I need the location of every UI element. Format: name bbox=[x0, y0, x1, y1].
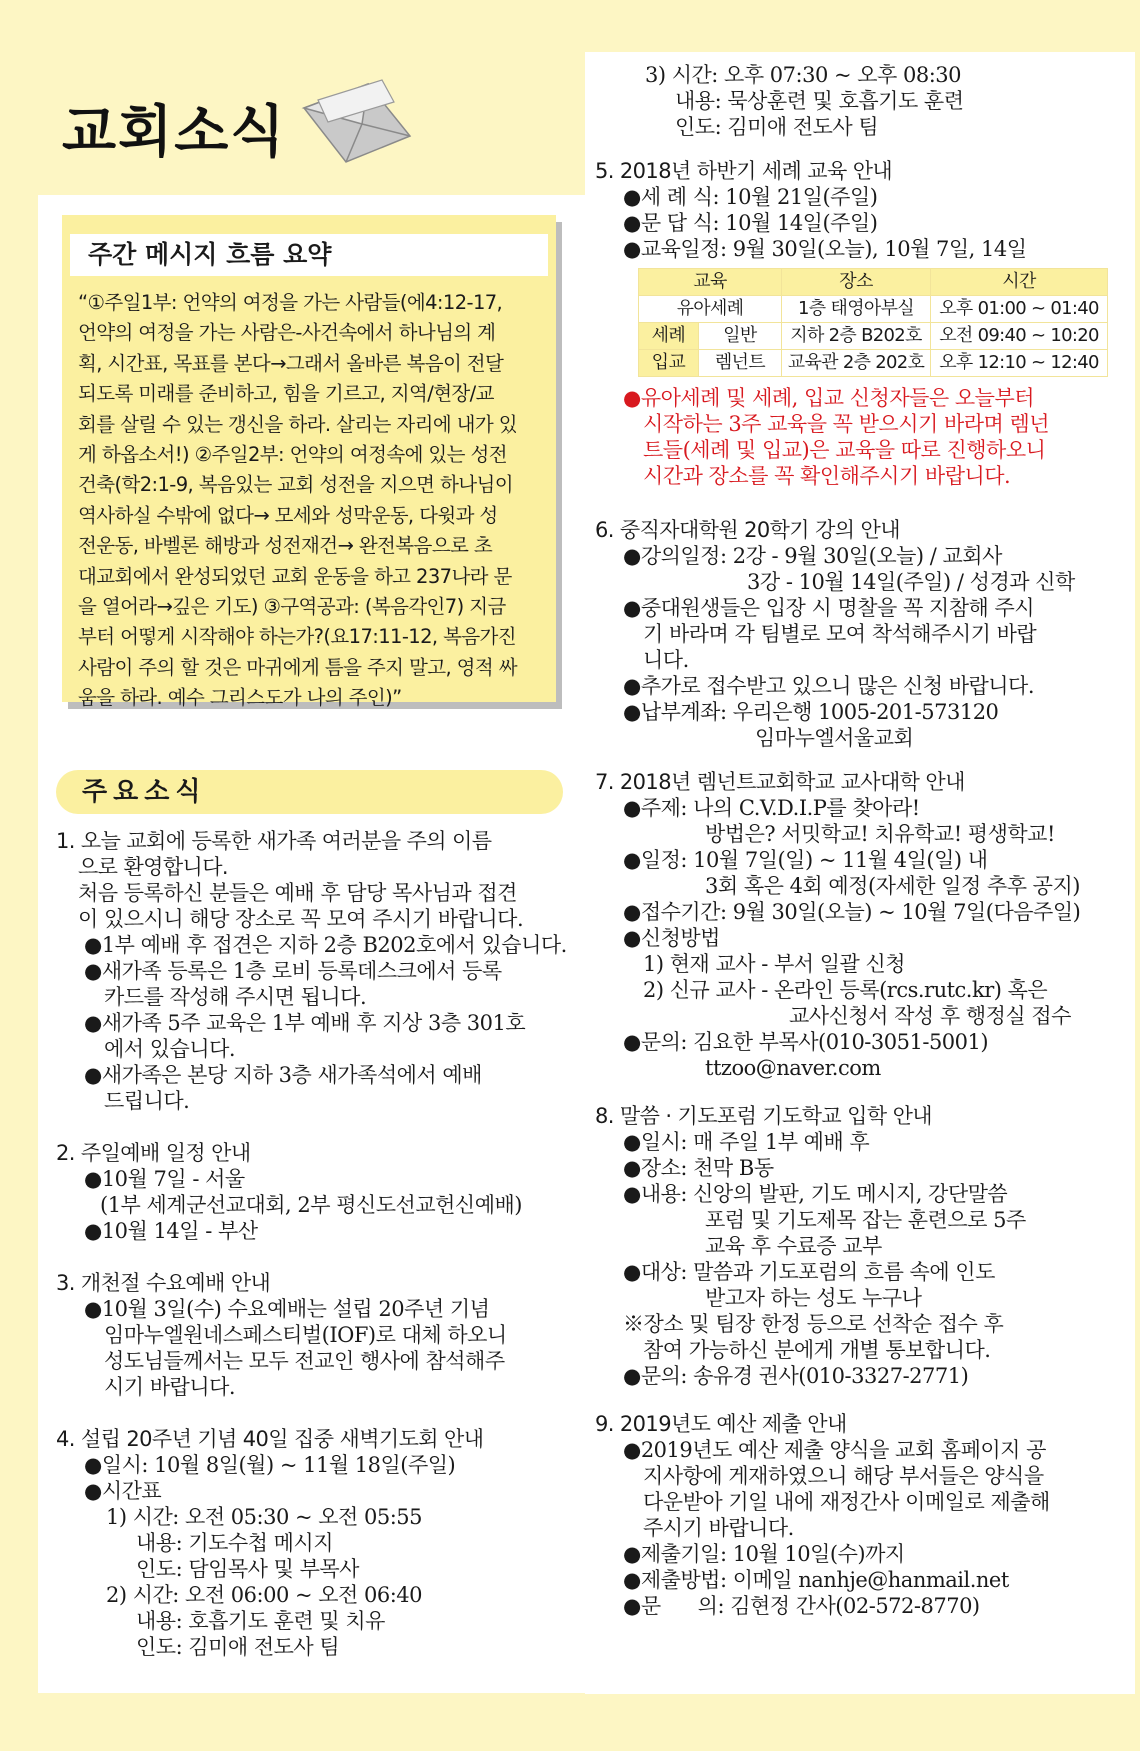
summary-line: 사람이 주의 할 것은 마귀에게 틈을 주지 말고, 영적 싸 bbox=[78, 655, 517, 679]
section-title: 1. 오늘 교회에 등록한 새가족 여러분을 주의 이름 으로 환영합니다. bbox=[56, 829, 492, 879]
news-heading: 주요소식 bbox=[56, 770, 563, 814]
section-title: 4. 설립 20주년 기념 40일 집중 새벽기도회 안내 bbox=[56, 1427, 484, 1451]
summary-line: 게 하옵소서!) ②주일2부: 언약의 여정속에 있는 성전 bbox=[78, 443, 507, 467]
summary-line: 언약의 여정을 가는 사람은-사건속에서 하나님의 계 bbox=[78, 321, 496, 345]
section-5: 5. 2018년 하반기 세례 교육 안내 ●세 례 식: 10월 21일(주일) ●문 답 식: 10월 14일(주일) ●교육일정: 9월 30일(오늘), 10월 7일, 14일 교육 장소 시간 유아세례 1층 태영아부실 오후 01:00 ~ 01:40 세례 일반 지하 2층 B202호 오전 09:40 ~ 10:20 입교 렘넌트 교육관 2층 202호 오후 12:10 ~ 12:40 ●유아세례 및 세례, 입교 신청자들은 오늘부터 시작하는 3주 교육을 꼭 받으시기 바라며 렘넌 트들(세례 및 입교)은 교육을 따로 진행하오니 시간과 장소를 꼭 확인해주시기 바랍니다. bbox=[595, 158, 1130, 489]
section-4-continued: 3) 시간: 오후 07:30 ~ 오후 08:30 내용: 묵상훈련 및 호흡기도 훈련 인도: 김미애 전도사 팀 bbox=[645, 63, 964, 139]
summary-heading: 주간 메시지 흐름 요약 bbox=[70, 234, 548, 276]
summary-line: 부터 어떻게 시작해야 하는가?(요17:11-12, 복음가진 bbox=[78, 625, 517, 649]
summary-line: 을 열어라→깊은 기도) ③구역공과: (복음각인7) 지금 bbox=[78, 595, 506, 619]
table-header: 시간 bbox=[931, 269, 1108, 296]
section-4: 4. 설립 20주년 기념 40일 집중 새벽기도회 안내 ●일시: 10월 8일(월) ~ 11월 18일(주일) ●시간표 1) 시간: 오전 05:30 ~ 오전 05:55 내용: 기도수첩 메시지 인도: 담임목사 및 부목사 2) 시간: 오전 06:00 ~ 오전 06:40 내용: 호흡기도 훈련 및 치유 인도: 김미애 전도사 팀 bbox=[56, 1426, 571, 1660]
section-title: 2. 주일예배 일정 안내 bbox=[56, 1141, 251, 1165]
summary-text bbox=[78, 288, 550, 714]
summary-line: 획, 시간표, 목표를 본다→그래서 올바른 복음이 전달 bbox=[78, 351, 504, 375]
summary-line: 대교회에서 완성되었던 교회 운동을 하고 237나라 문 bbox=[78, 564, 512, 588]
section-title: 3. 개천절 수요예배 안내 bbox=[56, 1271, 271, 1295]
envelope-icon bbox=[298, 78, 418, 168]
section-title: 8. 말씀 · 기도포럼 기도학교 입학 안내 bbox=[595, 1104, 932, 1128]
section-9: 9. 2019년도 예산 제출 안내 ●2019년도 예산 제출 양식을 교회 홈페이지 공 지사항에 게재하였으니 해당 부서들은 양식을 다운받아 기일 내에 재정간사 이메일로 제출해 주시기 바랍니다. ●제출기일: 10월 10일(수)까지 ●제출방법: 이메일 nanhje@hanmail.net ●문 의: 김현정 간사(02-572-8770) bbox=[595, 1411, 1130, 1619]
table-header: 교육 bbox=[639, 269, 782, 296]
right-news-column bbox=[595, 62, 1130, 1619]
table-row: 세례 일반 지하 2층 B202호 오전 09:40 ~ 10:20 bbox=[639, 323, 1108, 350]
section-6: 6. 중직자대학원 20학기 강의 안내 ●강의일정: 2강 - 9월 30일(오늘) / 교회사 3강 - 10월 14일(주일) / 성경과 신학 ●중대원생들은 입장 시 명찰을 꼭 지참해 주시 기 바라며 각 팀별로 모여 착석해주시기 바랍 니다. ●추가로 접수받고 있으니 많은 신청 바랍니다. ●납부계좌: 우리은행 1005-201-573120 임마누엘서울교회 bbox=[595, 517, 1130, 751]
table-row: 입교 렘넌트 교육관 2층 202호 오후 12:10 ~ 12:40 bbox=[639, 350, 1108, 377]
section-title: 6. 중직자대학원 20학기 강의 안내 bbox=[595, 518, 900, 542]
section-7: 7. 2018년 렘넌트교회학교 교사대학 안내 ●주제: 나의 C.V.D.I.P를 찾아라! 방법은? 서밋학교! 치유학교! 평생학교! ●일정: 10월 7일(일) ~ 11월 4일(일) 내 3회 혹은 4회 예정(자세한 일정 추후 공지) ●접수기간: 9월 30일(오늘) ~ 10월 7일(다음주일) ●신청방법 1) 현재 교사 - 부서 일괄 신청 2) 신규 교사 - 온라인 등록(rcs.rutc.kr) 혹은 교사신청서 작성 후 행정실 접수 ●문의: 김요한 부목사(010-3051-5001) ttzoo@naver.com bbox=[595, 769, 1130, 1081]
summary-line: 전운동, 바벨론 해방과 성전재건→ 완전복음으로 초 bbox=[78, 534, 493, 558]
section-title: 5. 2018년 하반기 세례 교육 안내 bbox=[595, 159, 893, 183]
baptism-notice: ●유아세례 및 세례, 입교 신청자들은 오늘부터 시작하는 3주 교육을 꼭 받으시기 바라며 렘넌 트들(세례 및 입교)은 교육을 따로 진행하오니 시간과 장소를 꼭 확인해주시기 바랍니다. bbox=[623, 386, 1050, 488]
summary-line: 역사하실 수밖에 없다→ 모세와 성막운동, 다윗과 성 bbox=[78, 503, 498, 527]
summary-line: 되도록 미래를 준비하고, 힘을 기르고, 지역/현장/교 bbox=[78, 382, 494, 406]
section-8: 8. 말씀 · 기도포럼 기도학교 입학 안내 ●일시: 매 주일 1부 예배 후 ●장소: 천막 B동 ●내용: 신앙의 발판, 기도 메시지, 강단말씀 포럼 및 기도제목 잡는 훈련으로 5주 교육 후 수료증 교부 ●대상: 말씀과 기도포럼의 흐름 속에 인도 받고자 하는 성도 누구나 ※장소 및 팀장 한정 등으로 선착순 접수 후 참여 가능하신 분에게 개별 통보합니다. ●문의: 송유경 권사(010-3327-2771) bbox=[595, 1103, 1130, 1389]
section-title: 7. 2018년 렘넌트교회학교 교사대학 안내 bbox=[595, 770, 965, 794]
baptism-schedule-table bbox=[638, 268, 1108, 377]
section-3: 3. 개천절 수요예배 안내 ●10월 3일(수) 수요예배는 설립 20주년 기념 임마누엘원네스페스티벌(IOF)로 대체 하오니 성도님들께서는 모두 전교인 행사에 참석해주 시기 바랍니다. bbox=[56, 1270, 571, 1400]
summary-line: 움을 하라. 예수 그리스도가 나의 주인)” bbox=[78, 686, 402, 710]
section-title: 9. 2019년도 예산 제출 안내 bbox=[595, 1412, 847, 1436]
summary-line: “①주일1부: 언약의 여정을 가는 사람들(에4:12-17, bbox=[78, 291, 503, 314]
section-2: 2. 주일예배 일정 안내 ●10월 7일 - 서울 (1부 세계군선교대회, 2부 평신도선교헌신예배) ●10월 14일 - 부산 bbox=[56, 1140, 571, 1244]
summary-line: 건축(학2:1-9, 복음있는 교회 성전을 지으면 하나님이 bbox=[78, 473, 513, 497]
page-title: 교회소식 bbox=[62, 100, 287, 165]
section-1: 1. 오늘 교회에 등록한 새가족 여러분을 주의 이름 으로 환영합니다. 처음 등록하신 분들은 예배 후 담당 목사님과 접견 이 있으시니 해당 장소로 꼭 모여 주시기 바랍니다. ●1부 예배 후 접견은 지하 2층 B202호에서 있습니다. ●새가족 등록은 1층 로비 등록데스크에서 등록 카드를 작성해 주시면 됩니다. ●새가족 5주 교육은 1부 예배 후 지상 3층 301호 에서 있습니다. ●새가족은 본당 지하 3층 새가족석에서 예배 드립니다. bbox=[56, 828, 571, 1114]
summary-line: 회를 살릴 수 있는 갱신을 하라. 살리는 자리에 내가 있 bbox=[78, 412, 517, 436]
table-header: 장소 bbox=[782, 269, 931, 296]
left-news-column bbox=[56, 828, 571, 1660]
table-row: 유아세례 1층 태영아부실 오후 01:00 ~ 01:40 bbox=[639, 296, 1108, 323]
